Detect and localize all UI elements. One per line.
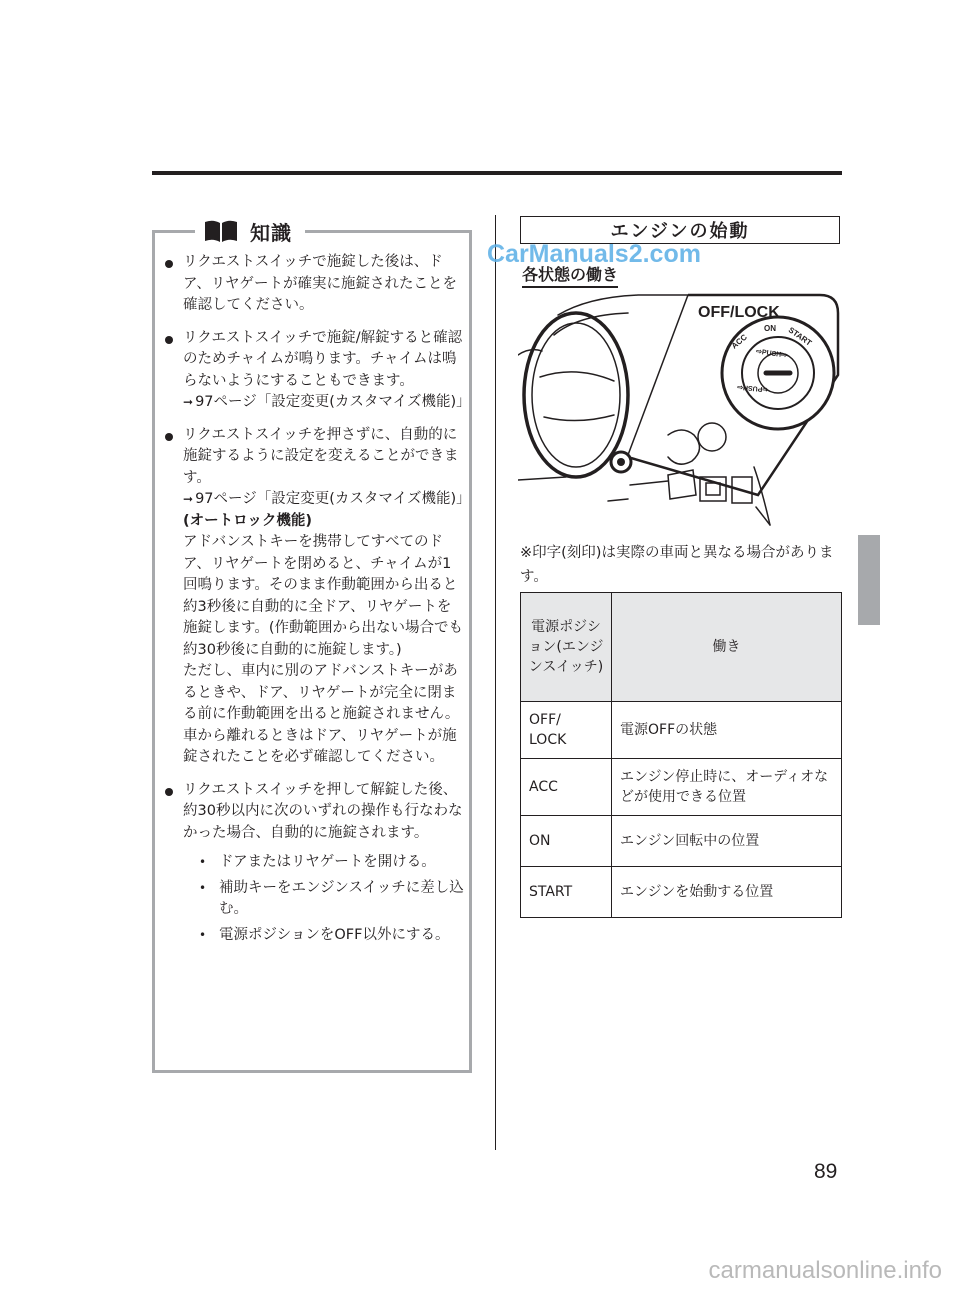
auto-lock-caution: ただし、車内に別のアドバンストキーがあるときや、ドア、リヤゲートが完全に閉まる前に作動範囲を出ると施錠されません。車から離れるときはドア、リヤゲートが施錠されたことを必ず確認してください。 [183,663,460,765]
knowledge-header [196,214,300,248]
table-row [521,816,842,867]
column-header-position: 電源ポジション(エンジンスイッチ) [521,593,612,702]
bullet-text: リクエストスイッチを押さずに、自動的に施錠するように設定を変えることができます。 [183,426,459,486]
acc-label: ACC [729,332,749,351]
function-cell: エンジンを始動する位置 [612,867,842,918]
bullet-text: リクエストスイッチで施錠/解錠すると確認のためチャイムが鳴ります。チャイムは鳴らないようにすることもできます。 [183,329,463,389]
list-item: • 電源ポジションをOFF以外にする。 [183,925,465,947]
power-position-table [520,592,842,918]
position-cell: OFF/ LOCK [521,702,612,759]
off-lock-label: OFF/LOCK [698,304,780,321]
auto-lock-text: アドバンストキーを携帯してすべてのドア、リヤゲートを閉めると、チャイムが1回鳴ります。そのまま作動範囲から出ると約3秒後に自動的に全ドア、リヤゲートを施錠します。(作動範囲から出ない場合でも約30秒後に自動的に施錠します。) [183,534,463,658]
list-item: • 補助キーをエンジンスイッチに差し込む。 [183,878,465,921]
start-label: START [786,325,814,348]
position-cell: ON [521,816,612,867]
column-header-function: 働き [612,593,842,702]
knowledge-bullet-4 [165,780,465,947]
engraving-note: ※印字(刻印)は実際の車両と異なる場合があります。 [520,545,834,585]
knowledge-content [165,252,471,957]
knowledge-bullet-1 [165,252,465,317]
push-label-top: ⇨PUSH⇨ [755,348,788,360]
column-divider [495,215,496,1150]
function-cell: エンジン停止時に、オーディオなどが使用できる位置 [612,759,842,816]
table-row [521,759,842,816]
bullet-text: リクエストスイッチで施錠した後は、ドア、リヤゲートが確実に施錠されたことを確認してください。 [183,254,458,313]
bullet-text: リクエストスイッチを押して解錠した後、約30秒以内に次のいずれの操作も行なわなかった場合、自動的に施錠されます。 [183,781,463,841]
auto-lock-heading: (オートロック機能) [183,512,312,529]
function-cell: エンジン回転中の位置 [612,816,842,867]
on-label: ON [764,324,776,333]
section-subtitle: 各状態の働き [522,262,618,288]
chapter-tab [858,535,880,625]
leader-line [628,295,688,455]
function-cell: 電源OFFの状態 [612,702,842,759]
ignition-switch-diagram [518,285,842,535]
top-rule [152,171,842,175]
knowledge-bullet-3 [165,425,471,769]
arrow-right-icon: ➞ [183,395,194,409]
site-footer: carmanualsonline.info [708,1257,942,1284]
page-number: 89 [814,1160,838,1183]
operation-list [183,852,465,946]
dashboard-drawing [518,295,770,525]
position-cell: START [521,867,612,918]
list-item: • ドアまたはリヤゲートを開ける。 [183,852,465,874]
page-reference: ➞ 97ページ「設定変更(カスタマイズ機能)」 [183,491,471,507]
watermark: CarManuals2.com [487,240,701,268]
book-icon [204,219,238,243]
section-title: エンジンの始動 [520,216,840,244]
position-cell: ACC [521,759,612,816]
page-reference: ➞ 97ページ「設定変更(カスタマイズ機能)」 [183,394,471,410]
knowledge-bullet-2 [165,328,471,414]
push-label-bottom: ⇦PUSH⇦ [736,382,769,393]
knowledge-title: 知識 [250,220,292,245]
table-row [521,702,842,759]
arrow-right-icon: ➞ [183,492,194,506]
table-header-row [521,593,842,702]
table-row [521,867,842,918]
